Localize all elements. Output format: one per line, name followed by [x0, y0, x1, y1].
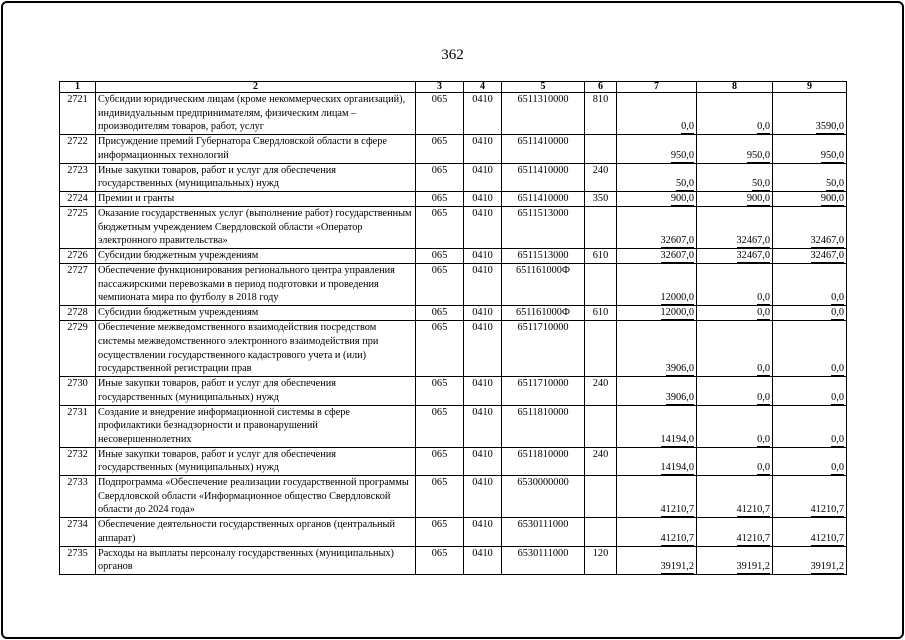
row-section-code: 0410: [464, 377, 502, 405]
row-amount-2-cell: [697, 249, 773, 264]
row-amount-2: 50,0: [751, 177, 770, 189]
row-amount-1-cell: [617, 377, 697, 405]
row-target-code: 6530111000: [502, 518, 585, 546]
row-section-code: 0410: [464, 405, 502, 447]
row-expense-type: [585, 405, 617, 447]
row-amount-2: 0,0: [757, 433, 770, 445]
row-admin-code: 065: [416, 191, 464, 206]
column-header: 3: [416, 82, 464, 93]
row-admin-code: 065: [416, 306, 464, 321]
row-section-code: 0410: [464, 447, 502, 475]
row-amount-3: 41210,7: [810, 532, 844, 544]
row-section-code: 0410: [464, 321, 502, 377]
row-amount-1: 32607,0: [660, 235, 694, 247]
row-amount-2-cell: [697, 206, 773, 248]
row-admin-code: 065: [416, 321, 464, 377]
row-amount-1: 3906,0: [665, 363, 694, 375]
row-number: 2722: [60, 135, 96, 163]
row-amount-3-cell: [773, 546, 847, 574]
table-row: [60, 377, 847, 405]
row-amount-2-cell: [697, 518, 773, 546]
row-amount-3: 900,0: [820, 192, 844, 204]
row-expense-type: 350: [585, 191, 617, 206]
row-amount-2: 0,0: [757, 363, 770, 375]
row-amount-3: 41210,7: [810, 504, 844, 516]
row-section-code: 0410: [464, 206, 502, 248]
row-section-code: 0410: [464, 306, 502, 321]
row-number: 2727: [60, 264, 96, 306]
row-amount-3-cell: [773, 447, 847, 475]
row-amount-3-cell: [773, 163, 847, 191]
table-row: [60, 476, 847, 518]
row-section-code: 0410: [464, 518, 502, 546]
row-admin-code: 065: [416, 249, 464, 264]
row-amount-3-cell: [773, 264, 847, 306]
row-amount-1: 14194,0: [660, 462, 694, 474]
table-row: [60, 264, 847, 306]
row-number: 2735: [60, 546, 96, 574]
row-amount-3: 0,0: [831, 307, 844, 319]
row-amount-1-cell: [617, 191, 697, 206]
row-target-code: 6511710000: [502, 377, 585, 405]
column-header: 2: [96, 82, 416, 93]
table-row: [60, 135, 847, 163]
row-expense-type: 610: [585, 306, 617, 321]
row-number: 2728: [60, 306, 96, 321]
row-expense-type: 240: [585, 447, 617, 475]
row-name: Расходы на выплаты персоналу государственных (муниципальных) органов: [96, 546, 416, 574]
row-section-code: 0410: [464, 191, 502, 206]
row-section-code: 0410: [464, 163, 502, 191]
row-target-code: 6530111000: [502, 546, 585, 574]
row-amount-2: 0,0: [757, 292, 770, 304]
row-amount-1: 14194,0: [660, 433, 694, 445]
row-name: Оказание государственных услуг (выполнение работ) государственным бюджетным учреждением Свердловской области «Оператор электронного правительства»: [96, 206, 416, 248]
row-target-code: 6511410000: [502, 163, 585, 191]
row-amount-1-cell: [617, 163, 697, 191]
row-admin-code: 065: [416, 135, 464, 163]
row-name: Субсидии бюджетным учреждениям: [96, 249, 416, 264]
row-target-code: 6511810000: [502, 447, 585, 475]
row-expense-type: 240: [585, 163, 617, 191]
row-amount-2-cell: [697, 476, 773, 518]
row-amount-2: 41210,7: [736, 504, 770, 516]
row-admin-code: 065: [416, 93, 464, 135]
row-amount-1-cell: [617, 321, 697, 377]
row-amount-1: 12000,0: [660, 292, 694, 304]
row-amount-2: 0,0: [757, 462, 770, 474]
row-amount-2: 0,0: [757, 307, 770, 319]
row-name: Обеспечение межведомственного взаимодействия посредством системы межведомственного электронного взаимодействия при осуществлении государственного кадастрового учета и (или) государственной регистрации прав: [96, 321, 416, 377]
row-name: Создание и внедрение информационной системы в сфере профилактики безнадзорности и правонарушений несовершеннолетних: [96, 405, 416, 447]
row-expense-type: [585, 518, 617, 546]
table-row: [60, 249, 847, 264]
row-amount-2: 900,0: [746, 192, 770, 204]
row-expense-type: 120: [585, 546, 617, 574]
row-amount-3: 0,0: [831, 363, 844, 375]
row-expense-type: [585, 321, 617, 377]
row-amount-3: 3590,0: [815, 121, 844, 133]
row-expense-type: [585, 206, 617, 248]
row-number: 2731: [60, 405, 96, 447]
row-amount-3-cell: [773, 249, 847, 264]
row-amount-3: 32467,0: [810, 235, 844, 247]
row-name: Подпрограмма «Обеспечение реализации государственной программы Свердловской области «Информационное общество Свердловской области до 2024 года»: [96, 476, 416, 518]
row-number: 2730: [60, 377, 96, 405]
row-amount-3: 0,0: [831, 292, 844, 304]
row-admin-code: 065: [416, 546, 464, 574]
row-amount-1-cell: [617, 405, 697, 447]
row-admin-code: 065: [416, 405, 464, 447]
table-row: [60, 206, 847, 248]
row-amount-2-cell: [697, 93, 773, 135]
table-row: [60, 191, 847, 206]
column-header: 6: [585, 82, 617, 93]
row-amount-1: 50,0: [675, 177, 694, 189]
row-amount-3: 32467,0: [810, 250, 844, 262]
row-section-code: 0410: [464, 476, 502, 518]
row-amount-2-cell: [697, 306, 773, 321]
row-expense-type: [585, 264, 617, 306]
row-target-code: 6511310000: [502, 93, 585, 135]
row-amount-2: 41210,7: [736, 532, 770, 544]
row-name: Обеспечение функционирования регионального центра управления пассажирскими перевозками в период подготовки и проведения чемпионата мира по футболу в 2018 году: [96, 264, 416, 306]
table-row: [60, 405, 847, 447]
row-number: 2734: [60, 518, 96, 546]
row-amount-3: 39191,2: [810, 560, 844, 572]
row-amount-1-cell: [617, 93, 697, 135]
row-admin-code: 065: [416, 163, 464, 191]
row-target-code: 6511410000: [502, 135, 585, 163]
row-amount-2-cell: [697, 321, 773, 377]
row-number: 2732: [60, 447, 96, 475]
row-amount-2: 39191,2: [736, 560, 770, 572]
row-expense-type: [585, 135, 617, 163]
row-amount-2-cell: [697, 447, 773, 475]
row-target-code: 651161000Ф: [502, 306, 585, 321]
row-amount-1-cell: [617, 546, 697, 574]
row-admin-code: 065: [416, 264, 464, 306]
row-amount-3-cell: [773, 306, 847, 321]
row-amount-3-cell: [773, 321, 847, 377]
column-header: 4: [464, 82, 502, 93]
row-amount-3-cell: [773, 206, 847, 248]
row-amount-1: 950,0: [670, 149, 694, 161]
row-number: 2723: [60, 163, 96, 191]
row-amount-2: 950,0: [746, 149, 770, 161]
row-name: Субсидии юридическим лицам (кроме некоммерческих организаций), индивидуальным предпринимателям, физическим лицам – производителям товаров, работ, услуг: [96, 93, 416, 135]
row-amount-3-cell: [773, 405, 847, 447]
row-amount-1: 3906,0: [665, 391, 694, 403]
row-section-code: 0410: [464, 546, 502, 574]
table-row: [60, 321, 847, 377]
row-section-code: 0410: [464, 264, 502, 306]
row-amount-3: 0,0: [831, 433, 844, 445]
row-amount-2: 0,0: [757, 391, 770, 403]
row-expense-type: [585, 476, 617, 518]
row-number: 2725: [60, 206, 96, 248]
table-row: [60, 447, 847, 475]
header-row: [60, 82, 847, 93]
row-amount-2-cell: [697, 191, 773, 206]
row-amount-3-cell: [773, 518, 847, 546]
row-amount-2-cell: [697, 546, 773, 574]
row-amount-2-cell: [697, 135, 773, 163]
row-amount-1: 0,0: [681, 121, 694, 133]
row-amount-1-cell: [617, 249, 697, 264]
row-amount-2: 32467,0: [736, 235, 770, 247]
column-header: 5: [502, 82, 585, 93]
row-number: 2724: [60, 191, 96, 206]
row-amount-3-cell: [773, 135, 847, 163]
row-section-code: 0410: [464, 93, 502, 135]
row-amount-2-cell: [697, 377, 773, 405]
row-amount-1: 39191,2: [660, 560, 694, 572]
row-amount-3-cell: [773, 377, 847, 405]
row-amount-3-cell: [773, 93, 847, 135]
row-amount-3: 0,0: [831, 391, 844, 403]
column-header: 8: [697, 82, 773, 93]
column-header: 7: [617, 82, 697, 93]
row-name: Премии и гранты: [96, 191, 416, 206]
row-number: 2721: [60, 93, 96, 135]
row-amount-1-cell: [617, 518, 697, 546]
row-amount-3: 50,0: [825, 177, 844, 189]
table-row: [60, 306, 847, 321]
row-admin-code: 065: [416, 377, 464, 405]
row-amount-3-cell: [773, 476, 847, 518]
row-amount-1-cell: [617, 206, 697, 248]
row-amount-1: 41210,7: [660, 532, 694, 544]
row-amount-1-cell: [617, 135, 697, 163]
row-target-code: 651161000Ф: [502, 264, 585, 306]
table-row: [60, 546, 847, 574]
table-row: [60, 163, 847, 191]
row-number: 2733: [60, 476, 96, 518]
row-admin-code: 065: [416, 476, 464, 518]
row-amount-2: 0,0: [757, 121, 770, 133]
row-amount-1: 32607,0: [660, 250, 694, 262]
row-amount-1-cell: [617, 447, 697, 475]
row-amount-3: 0,0: [831, 462, 844, 474]
row-amount-2-cell: [697, 163, 773, 191]
row-target-code: 6530000000: [502, 476, 585, 518]
row-number: 2729: [60, 321, 96, 377]
row-target-code: 6511810000: [502, 405, 585, 447]
table-row: [60, 518, 847, 546]
row-name: Обеспечение деятельности государственных органов (центральный аппарат): [96, 518, 416, 546]
budget-table: [59, 81, 847, 575]
row-admin-code: 065: [416, 206, 464, 248]
row-amount-3-cell: [773, 191, 847, 206]
row-expense-type: 810: [585, 93, 617, 135]
row-expense-type: 240: [585, 377, 617, 405]
page-number: 362: [441, 47, 464, 63]
row-number: 2726: [60, 249, 96, 264]
row-amount-2-cell: [697, 405, 773, 447]
column-header: 1: [60, 82, 96, 93]
row-target-code: 6511513000: [502, 249, 585, 264]
row-name: Иные закупки товаров, работ и услуг для обеспечения государственных (муниципальных) нужд: [96, 163, 416, 191]
row-target-code: 6511710000: [502, 321, 585, 377]
row-amount-1: 41210,7: [660, 504, 694, 516]
row-amount-2-cell: [697, 264, 773, 306]
row-section-code: 0410: [464, 249, 502, 264]
row-amount-1: 12000,0: [660, 307, 694, 319]
row-target-code: 6511513000: [502, 206, 585, 248]
row-section-code: 0410: [464, 135, 502, 163]
row-name: Субсидии бюджетным учреждениям: [96, 306, 416, 321]
row-name: Иные закупки товаров, работ и услуг для обеспечения государственных (муниципальных) нужд: [96, 377, 416, 405]
row-admin-code: 065: [416, 518, 464, 546]
row-name: Присуждение премий Губернатора Свердловской области в сфере информационных технологий: [96, 135, 416, 163]
row-amount-2: 32467,0: [736, 250, 770, 262]
table-row: [60, 93, 847, 135]
row-amount-1-cell: [617, 306, 697, 321]
row-amount-1: 900,0: [670, 192, 694, 204]
row-amount-1-cell: [617, 264, 697, 306]
row-name: Иные закупки товаров, работ и услуг для обеспечения государственных (муниципальных) нужд: [96, 447, 416, 475]
row-expense-type: 610: [585, 249, 617, 264]
row-amount-3: 950,0: [820, 149, 844, 161]
row-admin-code: 065: [416, 447, 464, 475]
row-amount-1-cell: [617, 476, 697, 518]
column-header: 9: [773, 82, 847, 93]
row-target-code: 6511410000: [502, 191, 585, 206]
